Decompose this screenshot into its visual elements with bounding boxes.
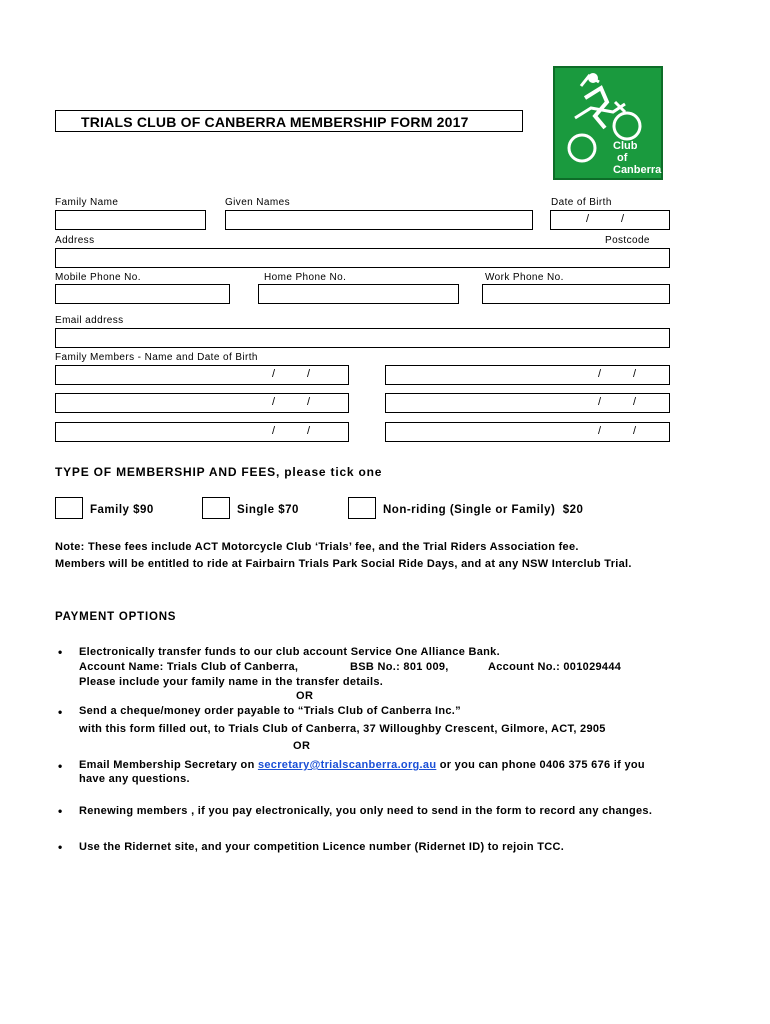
questions-text: have any questions.	[79, 773, 190, 785]
non-riding-checkbox[interactable]	[348, 497, 376, 519]
address-field[interactable]	[55, 248, 670, 268]
postal-address: with this form filled out, to Trials Club of Canberra, 37 Willoughby Crescent, Gilmore, ACT, 2905	[79, 723, 606, 735]
single-option-label: Single $70	[237, 504, 299, 516]
club-logo	[540, 60, 676, 184]
email-label: Email address	[55, 315, 124, 326]
secretary-email-link[interactable]: secretary@trialscanberra.org.au	[257, 759, 437, 771]
logo-text: Club of Canberra	[613, 140, 662, 176]
transfer-details-note: Please include your family name in the transfer details.	[79, 676, 384, 688]
family-member-field[interactable]: / /	[55, 365, 349, 385]
cheque-text: Send a cheque/money order payable to “Trials Club of Canberra Inc.”	[79, 705, 461, 717]
family-member-field[interactable]: / /	[385, 422, 670, 442]
bank-transfer-text: Electronically transfer funds to our club account Service One Alliance Bank.	[79, 646, 500, 658]
family-checkbox[interactable]	[55, 497, 83, 519]
ridernet-text: Use the Ridernet site, and your competition Licence number (Ridernet ID) to rejoin TCC.	[79, 841, 565, 853]
family-name-label: Family Name	[55, 197, 119, 208]
work-phone-label: Work Phone No.	[485, 272, 564, 283]
home-phone-label: Home Phone No.	[264, 272, 347, 283]
postcode-label: Postcode	[605, 235, 650, 246]
family-member-field[interactable]: / /	[385, 393, 670, 413]
work-phone-field[interactable]	[482, 284, 670, 304]
family-member-field[interactable]: / /	[55, 422, 349, 442]
home-phone-field[interactable]	[258, 284, 459, 304]
renewing-members-text: Renewing members , if you pay electronically, you only need to send in the form to record any changes.	[79, 805, 653, 817]
family-members-label: Family Members - Name and Date of Birth	[55, 352, 258, 363]
single-checkbox[interactable]	[202, 497, 230, 519]
account-name: Account Name: Trials Club of Canberra,	[79, 661, 299, 673]
form-title-box	[55, 110, 523, 132]
members-note: Members will be entitled to ride at Fairbairn Trials Park Social Ride Days, and at any NSW Interclub Trial.	[55, 558, 632, 570]
dob-field[interactable]: / /	[550, 210, 670, 230]
account-number: Account No.: 001029444	[488, 661, 622, 673]
payment-heading: PAYMENT OPTIONS	[55, 611, 177, 623]
membership-heading: TYPE OF MEMBERSHIP AND FEES, please tick one	[55, 465, 383, 479]
mobile-phone-label: Mobile Phone No.	[55, 272, 141, 283]
mobile-phone-field[interactable]	[55, 284, 230, 304]
family-member-field[interactable]: / /	[385, 365, 670, 385]
email-secretary-text: Email Membership Secretary on secretary@trialscanberra.org.au or you can phone 0406 375 676 if you	[79, 759, 645, 771]
form-title: TRIALS CLUB OF CANBERRA MEMBERSHIP FORM 2017	[81, 114, 469, 130]
family-name-field[interactable]	[55, 210, 206, 230]
or-separator: OR	[293, 740, 311, 752]
family-option-label: Family $90	[90, 504, 154, 516]
bsb-number: BSB No.: 801 009,	[350, 661, 449, 673]
family-member-field[interactable]: / /	[55, 393, 349, 413]
or-separator: OR	[296, 690, 314, 702]
non-riding-option-label: Non-riding (Single or Family) $20	[383, 504, 584, 516]
fees-note: Note: These fees include ACT Motorcycle Club ‘Trials’ fee, and the Trial Riders Association fee.	[55, 541, 579, 553]
address-label: Address	[55, 235, 95, 246]
given-names-field[interactable]	[225, 210, 533, 230]
given-names-label: Given Names	[225, 197, 290, 208]
club-logo-badge	[553, 66, 663, 180]
email-field[interactable]	[55, 328, 670, 348]
dob-label: Date of Birth	[551, 197, 612, 208]
